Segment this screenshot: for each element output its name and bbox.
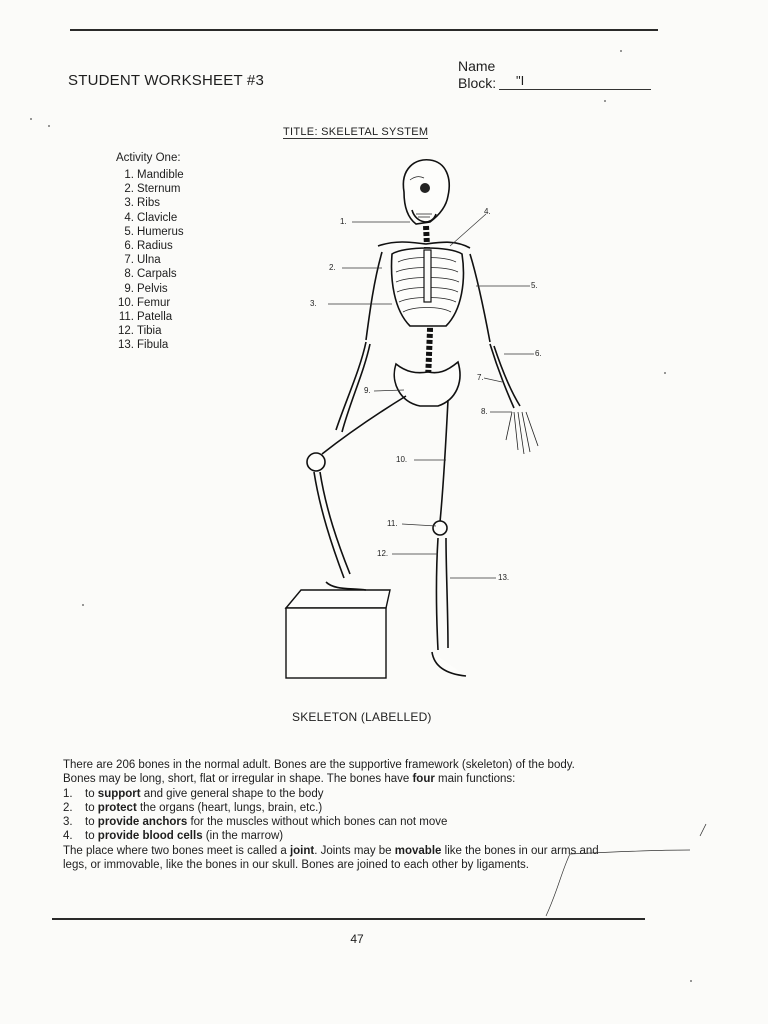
list-item: 13. Fibula [118,339,169,352]
name-block-labels [458,58,496,92]
callout-label: 3. [310,299,317,308]
list-item: 2. Sternum [124,183,181,196]
callout-label: 10. [396,455,408,464]
callout-label: 2. [329,263,336,272]
block-value: "I [516,73,525,88]
joint-line-1: The place where two bones meet is called a joint. Joints may be movable like the bones in our arms and [63,844,599,857]
shoulders-clavicles [378,242,470,248]
list-item: 1. Mandible [124,169,184,181]
intro-line-2: Bones may be long, short, flat or irregular in shape. The bones have four main functions: [63,773,516,786]
list-item: 11. Patella [118,310,173,323]
callout-label: 4. [484,207,491,216]
list-item: 1. to support and give general shape to the body [63,787,324,800]
list-item: 8. Carpals [124,268,177,281]
callout-label: 6. [535,349,542,358]
list-item: 9. Pelvis [124,282,168,295]
step-box [286,590,390,678]
left-arm [336,252,382,432]
callout-label: 12. [377,549,389,558]
skull [403,160,449,224]
ribcage [392,248,464,326]
pen-mark [540,820,720,920]
scan-speck [604,100,606,102]
list-item: 3. Ribs [124,197,161,210]
callout-label: 1. [340,217,347,226]
page-number: 47 [350,932,364,946]
skeleton-diagram [270,150,570,690]
figure-caption: SKELETON (LABELLED) [292,710,432,724]
block-label: Block: [458,75,497,91]
list-item: 3. to provide anchors for the muscles without which bones can not move [63,816,448,829]
sternum [424,250,431,302]
callout-label: 13. [498,573,510,582]
hand [506,412,538,454]
intro-line-1: There are 206 bones in the normal adult. Bones are the supportive framework (skeleton) of the body. [63,759,575,771]
worksheet-heading: STUDENT WORKSHEET #3 [68,72,264,89]
list-item: 6. Radius [124,239,173,252]
block-answer-line[interactable] [499,89,651,90]
top-rule [70,29,658,31]
scan-speck [620,50,622,52]
list-item: 4. to provide blood cells (in the marrow) [63,830,284,843]
list-item: 4. Clavicle [124,211,178,224]
pelvis [394,362,460,406]
callout-label: 9. [364,386,371,395]
joint-line-2: legs, or immovable, like the bones in our skull. Bones are joined to each other by ligaments. [63,859,530,872]
callout-label: 11. [387,519,398,528]
callout-label: 7. [477,373,484,382]
callout-label: 5. [531,281,538,290]
list-item: 7. Ulna [124,254,161,267]
right-leg [432,400,466,676]
list-item: 12. Tibia [118,325,162,338]
left-leg-raised [307,396,406,590]
callout-label: 8. [481,407,488,416]
scan-speck [690,980,692,982]
list-item: 2. to protect the organs (heart, lungs, brain, etc.) [63,801,323,814]
worksheet-title: TITLE: SKELETAL SYSTEM [283,126,429,138]
list-item: 5. Humerus [124,225,184,238]
scan-speck [30,118,32,120]
activity-heading: Activity One: [116,152,181,164]
scan-speck [48,125,50,127]
name-label: Name [458,58,496,74]
list-item: 10. Femur [118,296,171,309]
activity-list [116,152,184,352]
scan-speck [82,604,84,606]
scan-speck [664,372,666,374]
